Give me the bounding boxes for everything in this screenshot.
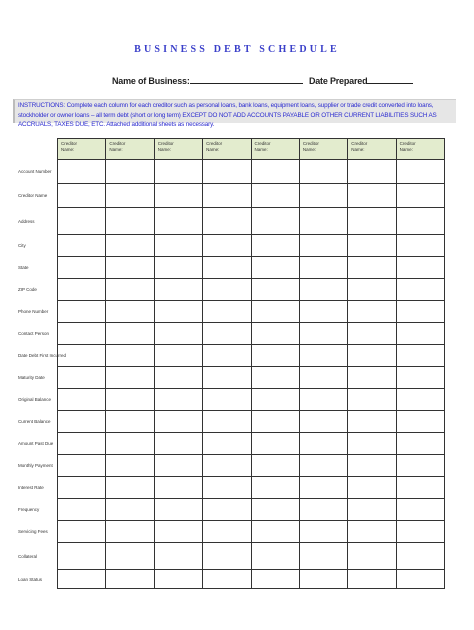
- table-cell[interactable]: [299, 433, 347, 455]
- row-label: Phone Number: [18, 309, 49, 314]
- table-cell[interactable]: [105, 543, 153, 570]
- table-row: [57, 389, 445, 411]
- creditor-name-label: Name:: [109, 147, 123, 152]
- table-cell[interactable]: [299, 160, 347, 184]
- table-cell[interactable]: [154, 455, 202, 477]
- table-cell[interactable]: [299, 455, 347, 477]
- table-cell[interactable]: [396, 521, 445, 543]
- business-name-label: Name of Business:: [112, 76, 190, 86]
- table-cell[interactable]: [57, 543, 105, 570]
- table-cell[interactable]: [299, 208, 347, 235]
- table-cell[interactable]: [202, 208, 250, 235]
- table-cell[interactable]: [347, 389, 395, 411]
- creditor-header-label: Creditor: [351, 141, 368, 146]
- table-row: [57, 345, 445, 367]
- table-row: [57, 257, 445, 279]
- table-cell[interactable]: [347, 345, 395, 367]
- table-cell[interactable]: [251, 477, 299, 499]
- creditor-header-label: Creditor: [206, 141, 223, 146]
- table-cell[interactable]: [347, 521, 395, 543]
- table-cell[interactable]: [347, 279, 395, 301]
- creditor-header-cell: [347, 138, 395, 160]
- table-cell[interactable]: [154, 184, 202, 208]
- table-cell[interactable]: [251, 570, 299, 589]
- table-cell[interactable]: [105, 367, 153, 389]
- row-label: Maturity Date: [18, 375, 45, 380]
- table-cell[interactable]: [299, 477, 347, 499]
- table-cell[interactable]: [57, 477, 105, 499]
- creditor-header-label: Creditor: [61, 141, 78, 146]
- table-cell[interactable]: [251, 367, 299, 389]
- table-cell[interactable]: [299, 323, 347, 345]
- table-row: [57, 367, 445, 389]
- business-info-line: [112, 74, 413, 86]
- table-cell[interactable]: [299, 389, 347, 411]
- creditor-header-label: Creditor: [302, 141, 319, 146]
- creditor-name-label: Name:: [399, 147, 413, 152]
- creditor-name-label: Name:: [206, 147, 220, 152]
- creditor-header-cell: [251, 138, 299, 160]
- table-cell[interactable]: [105, 323, 153, 345]
- table-cell[interactable]: [154, 301, 202, 323]
- table-cell[interactable]: [105, 499, 153, 521]
- table-cell[interactable]: [154, 570, 202, 589]
- table-cell[interactable]: [396, 184, 445, 208]
- table-cell[interactable]: [299, 279, 347, 301]
- table-cell[interactable]: [251, 301, 299, 323]
- table-row: [57, 160, 445, 184]
- table-cell[interactable]: [251, 279, 299, 301]
- table-cell[interactable]: [251, 411, 299, 433]
- table-cell[interactable]: [299, 184, 347, 208]
- table-cell[interactable]: [299, 301, 347, 323]
- table-cell[interactable]: [396, 367, 445, 389]
- table-cell[interactable]: [202, 235, 250, 257]
- table-cell[interactable]: [154, 160, 202, 184]
- table-row: [57, 433, 445, 455]
- table-cell[interactable]: [57, 208, 105, 235]
- table-cell[interactable]: [396, 433, 445, 455]
- creditor-header-label: Creditor: [109, 141, 126, 146]
- table-cell[interactable]: [57, 235, 105, 257]
- table-cell[interactable]: [251, 499, 299, 521]
- table-cell[interactable]: [251, 433, 299, 455]
- row-label: Frequency: [18, 507, 40, 512]
- table-cell[interactable]: [299, 235, 347, 257]
- table-cell[interactable]: [105, 184, 153, 208]
- table-cell[interactable]: [202, 499, 250, 521]
- row-label: Loan Status: [18, 576, 43, 582]
- table-cell[interactable]: [396, 208, 445, 235]
- table-cell[interactable]: [251, 257, 299, 279]
- date-prepared-field[interactable]: [367, 74, 413, 84]
- table-cell[interactable]: [251, 389, 299, 411]
- table-cell[interactable]: [347, 477, 395, 499]
- table-cell[interactable]: [154, 235, 202, 257]
- table-row: [57, 455, 445, 477]
- creditor-name-label: Name:: [157, 147, 172, 152]
- table-cell[interactable]: [154, 433, 202, 455]
- table-cell[interactable]: [347, 257, 395, 279]
- table-row: [57, 323, 445, 345]
- table-cell[interactable]: [396, 411, 445, 433]
- row-label: Monthly Payment: [18, 463, 53, 468]
- table-cell[interactable]: [57, 499, 105, 521]
- table-cell[interactable]: [396, 570, 445, 589]
- table-cell[interactable]: [299, 367, 347, 389]
- table-cell[interactable]: [299, 345, 347, 367]
- table-cell[interactable]: [396, 455, 445, 477]
- table-cell[interactable]: [202, 345, 250, 367]
- table-cell[interactable]: [105, 279, 153, 301]
- table-cell[interactable]: [202, 389, 250, 411]
- table-cell[interactable]: [202, 411, 250, 433]
- table-row: [57, 411, 445, 433]
- table-cell[interactable]: [251, 208, 299, 235]
- table-cell[interactable]: [396, 160, 445, 184]
- table-cell[interactable]: [105, 455, 153, 477]
- row-label: Creditor Name: [18, 193, 48, 198]
- table-cell[interactable]: [347, 499, 395, 521]
- business-name-field[interactable]: [190, 74, 303, 84]
- table-cell[interactable]: [105, 389, 153, 411]
- table-cell[interactable]: [299, 257, 347, 279]
- table-cell[interactable]: [154, 345, 202, 367]
- table-cell[interactable]: [347, 411, 395, 433]
- table-cell[interactable]: [202, 455, 250, 477]
- table-cell[interactable]: [251, 323, 299, 345]
- table-cell[interactable]: [251, 184, 299, 208]
- table-cell[interactable]: [299, 521, 347, 543]
- table-cell[interactable]: [347, 455, 395, 477]
- row-label: Amount Past Due: [18, 441, 54, 446]
- table-cell[interactable]: [57, 160, 105, 184]
- table-cell[interactable]: [396, 301, 445, 323]
- table-header-row: [57, 138, 445, 160]
- table-cell[interactable]: [154, 389, 202, 411]
- creditor-header-label: Creditor: [157, 141, 174, 146]
- table-cell[interactable]: [57, 521, 105, 543]
- table-cell[interactable]: [347, 184, 395, 208]
- table-cell[interactable]: [105, 521, 153, 543]
- table-cell[interactable]: [396, 499, 445, 521]
- table-cell[interactable]: [57, 323, 105, 345]
- table-cell[interactable]: [202, 257, 250, 279]
- creditor-name-label: Name:: [351, 147, 365, 152]
- row-label: ZIP Code: [18, 287, 37, 292]
- creditor-header-cell: [202, 138, 250, 160]
- table-cell[interactable]: [105, 477, 153, 499]
- table-cell[interactable]: [154, 521, 202, 543]
- table-cell[interactable]: [57, 279, 105, 301]
- row-label: Address: [18, 218, 35, 224]
- table-cell[interactable]: [105, 235, 153, 257]
- table-cell[interactable]: [154, 279, 202, 301]
- table-cell[interactable]: [57, 411, 105, 433]
- row-label: State: [18, 265, 29, 270]
- table-cell[interactable]: [202, 301, 250, 323]
- table-cell[interactable]: [347, 543, 395, 570]
- table-cell[interactable]: [105, 345, 153, 367]
- table-cell[interactable]: [347, 570, 395, 589]
- row-label: Collateral: [18, 553, 38, 559]
- table-cell[interactable]: [154, 499, 202, 521]
- table-cell[interactable]: [202, 184, 250, 208]
- row-label: Servicing Fees: [18, 529, 48, 534]
- table-cell[interactable]: [251, 455, 299, 477]
- creditor-header-cell: [105, 138, 153, 160]
- table-cell[interactable]: [396, 389, 445, 411]
- table-cell[interactable]: [57, 367, 105, 389]
- row-label: City: [18, 243, 26, 248]
- table-cell[interactable]: [251, 235, 299, 257]
- table-row: [57, 570, 445, 589]
- row-label: Date Debt First Incurred: [18, 353, 67, 358]
- table-cell[interactable]: [202, 521, 250, 543]
- table-row: [57, 499, 445, 521]
- creditor-header-cell: [299, 138, 347, 160]
- table-cell[interactable]: [154, 543, 202, 570]
- table-cell[interactable]: [57, 570, 105, 589]
- table-cell[interactable]: [299, 543, 347, 570]
- table-cell[interactable]: [57, 184, 105, 208]
- table-cell[interactable]: [202, 323, 250, 345]
- creditor-header-cell: [154, 138, 202, 160]
- table-row: [57, 208, 445, 235]
- table-cell[interactable]: [105, 411, 153, 433]
- table-cell[interactable]: [396, 257, 445, 279]
- table-cell[interactable]: [154, 477, 202, 499]
- table-row: [57, 301, 445, 323]
- table-cell[interactable]: [347, 208, 395, 235]
- table-cell[interactable]: [105, 301, 153, 323]
- date-prepared-label: Date Prepared: [308, 76, 368, 86]
- table-cell[interactable]: [105, 433, 153, 455]
- table-cell[interactable]: [202, 543, 250, 570]
- creditor-header-label: Creditor: [254, 141, 271, 146]
- table-cell[interactable]: [202, 279, 250, 301]
- table-row: [57, 279, 445, 301]
- table-row: [57, 521, 445, 543]
- table-cell[interactable]: [299, 411, 347, 433]
- row-label: Contact Person: [18, 331, 50, 336]
- table-cell[interactable]: [396, 235, 445, 257]
- table-row: [57, 184, 445, 208]
- table-cell[interactable]: [396, 543, 445, 570]
- table-cell[interactable]: [396, 477, 445, 499]
- table-cell[interactable]: [154, 323, 202, 345]
- table-row: [57, 543, 445, 570]
- table-cell[interactable]: [347, 367, 395, 389]
- table-cell[interactable]: [57, 455, 105, 477]
- table-cell[interactable]: [57, 301, 105, 323]
- row-label: Original Balance: [18, 397, 52, 402]
- table-row: [57, 477, 445, 499]
- table-cell[interactable]: [154, 411, 202, 433]
- table-cell[interactable]: [251, 345, 299, 367]
- creditor-header-cell: [396, 138, 445, 160]
- table-cell[interactable]: [105, 160, 153, 184]
- table-cell[interactable]: [251, 543, 299, 570]
- table-cell[interactable]: [347, 323, 395, 345]
- table-cell[interactable]: [202, 160, 250, 184]
- table-cell[interactable]: [299, 570, 347, 589]
- table-cell[interactable]: [154, 208, 202, 235]
- creditor-header-cell: [57, 138, 105, 160]
- page-title: BUSINESS DEBT SCHEDULE: [134, 44, 340, 55]
- table-cell[interactable]: [202, 570, 250, 589]
- table-cell[interactable]: [105, 208, 153, 235]
- creditor-name-label: Name:: [254, 147, 268, 152]
- creditor-name-label: Name:: [302, 147, 317, 152]
- table-cell[interactable]: [154, 257, 202, 279]
- table-cell[interactable]: [57, 433, 105, 455]
- row-label: Interest Rate: [18, 485, 44, 490]
- table-cell[interactable]: [347, 160, 395, 184]
- table-cell[interactable]: [202, 367, 250, 389]
- instructions-box: INSTRUCTIONS: Complete each column for each creditor such as personal loans, bank loans, equipment loans, supplier or trade credit converted into loans, stockholder or owner loans – all term debt (short or long term) EXCEPT DO NOT ADD ACCOUNTS PAYABLE OR OTHER CURRENT LIABILITIES SUCH AS ACCRUALS, TAXES DUE, ETC. Attached additional sheets as necessary.: [13, 99, 456, 123]
- table-cell[interactable]: [347, 433, 395, 455]
- table-cell[interactable]: [396, 279, 445, 301]
- table-row: [57, 235, 445, 257]
- table-cell[interactable]: [57, 389, 105, 411]
- table-cell[interactable]: [57, 257, 105, 279]
- table-cell[interactable]: [396, 323, 445, 345]
- row-label: Account Number: [18, 169, 52, 174]
- table-cell[interactable]: [299, 499, 347, 521]
- creditor-name-label: Name:: [61, 147, 75, 152]
- table-cell[interactable]: [347, 235, 395, 257]
- table-cell[interactable]: [347, 301, 395, 323]
- table-cell[interactable]: [105, 570, 153, 589]
- table-cell[interactable]: [202, 433, 250, 455]
- table-cell[interactable]: [154, 367, 202, 389]
- table-cell[interactable]: [105, 257, 153, 279]
- table-cell[interactable]: [251, 521, 299, 543]
- table-cell[interactable]: [396, 345, 445, 367]
- table-cell[interactable]: [251, 160, 299, 184]
- table-cell[interactable]: [202, 477, 250, 499]
- creditor-header-label: Creditor: [399, 141, 416, 146]
- debt-table: [57, 138, 445, 589]
- row-label: Current Balance: [18, 419, 51, 424]
